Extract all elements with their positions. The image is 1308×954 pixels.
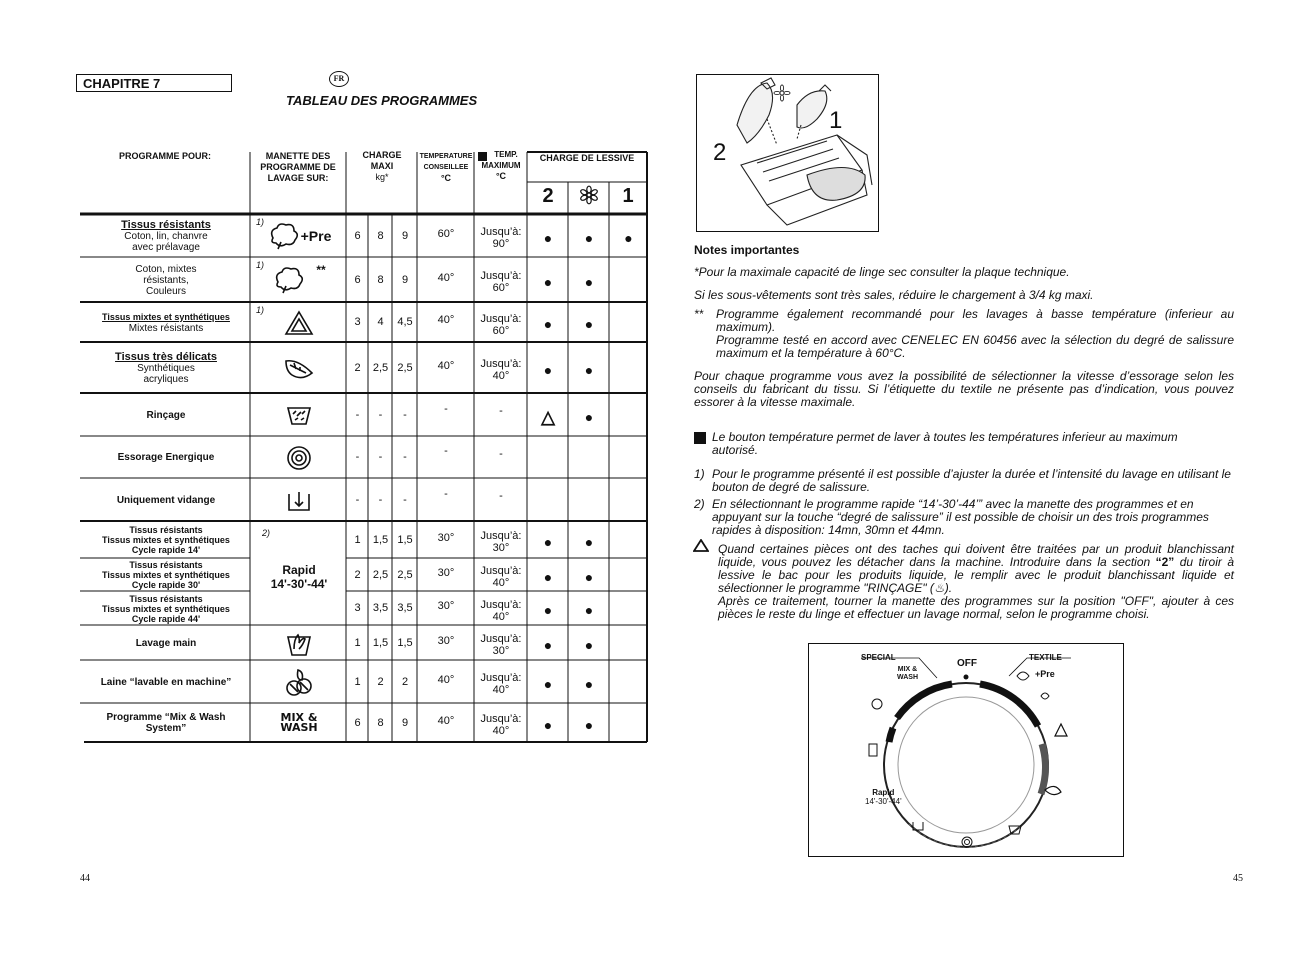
temp-maximum: Jusqu’à: 60° [480,270,522,294]
lessive-2: 2 [542,185,554,207]
header-manette: MANETTE DES PROGRAMME DE LAVAGE SUR: [260,151,336,183]
charge-value: 8 [377,230,384,242]
temp-conseillee: 30° [437,567,455,579]
drawer-label-1: 1 [829,107,843,134]
lessive-dot: ● [624,230,633,246]
dial-pre: +Pre [1035,669,1055,679]
temp-maximum: - [499,447,503,460]
dial-rapid: Rapid 14'-30'-44' [865,788,902,806]
temp-maximum: Jusqu’à: 40° [480,672,522,696]
rinse-small-icon: ♨ [933,581,945,595]
programme-cell: Programme “Mix & Wash System” [106,712,226,734]
cotton-icon: ** [252,258,346,302]
temp-conseillee: - [444,488,448,500]
lessive-dot: ● [543,230,553,246]
charge-value: - [403,494,407,506]
charge-value: 1,5 [372,637,389,649]
note-spin: Pour chaque programme vous avez la possibilité de sélectionner la vitesse d’essorage selon les conseils du fabricant du tissu. Si l’étiquette du textile ne présente pas d’indication, vous pouvez essorer à la vitesse maximale. [694,369,1234,409]
charge-value: 3,5 [372,602,389,614]
header-charge: CHARGE MAXI kg* [362,150,402,182]
drain-icon [252,479,346,521]
note-capacity: *Pour la maximale capacité de linge sec consulter la plaque technique. [694,265,1070,279]
lessive-dot: ● [543,717,553,733]
charge-value: 1 [354,534,361,546]
temp-maximum: Jusqu’à: 40° [480,713,522,737]
programme-cell: Tissus très délicats Synthétiques acryliques [115,350,217,385]
temp-maximum: Jusqu’à: 40° [480,598,522,623]
programme-cell: Essorage Energique [117,452,215,463]
header-temperature: TEMPERATURE CONSEILLEE °C [419,153,473,183]
charge-value: - [403,451,407,463]
temp-conseillee: 30° [437,635,455,647]
charge-value: - [378,409,383,421]
programme-dial-illustration [808,643,1124,857]
charge-value: 2,5 [397,569,413,581]
lessive-dot: ● [584,230,594,246]
temp-maximum: Jusqu’à: 30° [480,530,522,554]
dial-drawing [809,644,1123,856]
notes-title: Notes importantes [694,243,800,257]
dial-textile: TEXTILE [1029,653,1062,662]
dial-off: OFF [957,658,977,669]
charge-value: 1,5 [372,534,389,546]
lessive-dot: ● [543,676,553,692]
header-lessive: CHARGE DE LESSIVE [539,153,635,163]
charge-value: 2,5 [372,362,389,374]
temp-maximum: Jusqu’à: 90° [480,226,522,250]
charge-value: 8 [377,274,384,286]
charge-value: 2 [354,569,361,581]
programme-cell: Tissus mixtes et synthétiques Mixtes résistants [102,311,230,334]
charge-value: 2,5 [372,569,389,581]
lessive-dot: ● [543,602,553,618]
charge-value: - [355,409,360,421]
temp-conseillee: 30° [437,532,455,544]
temp-conseillee: 40° [437,715,455,727]
lessive-dot: ● [584,602,594,618]
temp-maximum: Jusqu’à: 30° [480,633,522,657]
charge-value: 1,5 [397,637,413,649]
charge-value: 2 [354,362,361,374]
lessive-dot: ● [584,316,594,332]
lessive-dot: ● [584,717,594,733]
temp-maximum: - [499,405,503,417]
lessive-dot: ● [584,569,594,585]
warning-triangle-icon [693,539,709,557]
charge-value: 3,5 [397,602,413,614]
temp-conseillee: - [444,403,448,415]
charge-value: 6 [354,230,361,242]
lessive-dot: ● [543,637,553,653]
page-number-right: 45 [1233,873,1243,884]
temp-conseillee: 40° [437,314,455,326]
footnote-marker: 1) [256,260,265,270]
charge-value: 9 [401,230,409,242]
charge-value: 1 [354,676,361,688]
note-bleach: Quand certaines pièces ont des taches qui doivent être traitées par un produit blanchissant liquide, vous pouvez les détacher dans la machine. Introduire dans la section “2” du tiroir à lessive le bac pour les produits liquide, le remplir avec le produit blanchissant liquide et sélectionner le programme "RINÇAGE" (♨). Après ce traitement, tourner la manette des programmes sur la position "OFF", ajouter à ces pièces le reste du linge et effectuer un lavage normal, selon le programme choisi. [718,542,1235,621]
note-duration: Pour le programme présenté il est possible d’ajuster la durée et l’intensité du lavage en utilisant le bouton de degré de salissure. [712,467,1231,494]
note-1-marker: 1) [694,467,705,481]
temp-button-square-icon [694,432,706,444]
charge-value: - [403,409,407,421]
charge-value: 1,5 [397,534,413,546]
lessive-dot: ● [584,409,594,425]
footnote-2-marker: 2) [262,528,271,538]
lessive-dot: ● [584,362,594,378]
programme-cell: Rinçage [146,409,186,421]
charge-value: 2,5 [397,362,413,374]
footnote-marker: 1) [256,217,265,227]
temp-conseillee: 30° [437,600,455,612]
programme-cell: Tissus résistants Tissus mixtes et synthétiques Cycle rapide 44' [102,593,230,624]
charge-value: 3 [354,602,361,614]
charge-value: 4,5 [397,316,413,328]
temp-conseillee: 40° [437,674,455,686]
lessive-dot: ● [584,534,594,550]
programme-table [0,0,660,760]
cotton-pre-icon: +Pre [252,215,346,257]
note-low-temp: Programme également recommandé pour les lavages à basse température (inferieur au maximum). Programme testé en accord avec CENELEC EN 60456 avec la sélection du degré de salissure maximum et la température à 60°C. [716,307,1234,360]
lessive-1: 1 [622,185,634,207]
programme-cell: Tissus résistants Coton, lin, chanvre avec prélavage [121,218,211,253]
lessive-dot: ● [584,637,594,653]
charge-value: - [355,451,360,463]
header-programme: PROGRAMME POUR: [119,151,211,161]
note-2-marker: 2) [694,497,705,511]
charge-value: - [378,494,383,506]
flower-icon [569,185,609,210]
charge-value: 4 [377,316,384,328]
lessive-dot: ● [543,534,553,550]
programme-cell: Uniquement vidange [116,494,216,506]
lessive-triangle: △ [541,407,555,427]
charge-value: 6 [354,274,361,286]
spin-icon [252,437,346,478]
lessive-dot: ● [543,362,553,378]
lessive-dot: ● [543,569,553,585]
programme-cell: Lavage main [135,637,197,649]
footnote-marker: 1) [256,305,265,315]
chapter-label: CHAPITRE 7 [76,74,232,92]
mixwash-icon: MIX & WASH [280,711,318,734]
temp-maximum: Jusqu’à: 40° [480,358,522,382]
charge-value: - [355,494,360,506]
header-temp-max: TEMP. MAXIMUM °C [481,150,521,181]
lessive-dot: ● [543,274,553,290]
temp-maximum: Jusqu’à: 40° [480,565,522,589]
temp-conseillee: - [444,445,448,457]
rinse-icon [252,394,346,436]
temp-conseillee: 40° [437,360,455,372]
temp-conseillee: 60° [437,228,455,240]
temp-conseillee: 40° [437,272,455,284]
temp-maximum: - [499,490,503,502]
charge-value: 2 [401,676,409,688]
synthetic-icon [252,303,346,342]
programme-cell: Tissus résistants Tissus mixtes et synthétiques Cycle rapide 30' [102,560,230,590]
wool-icon [252,661,346,703]
rapid-label: Rapid 14'-30'-44' [270,563,328,591]
page-number-left: 44 [80,873,90,884]
table-title: TABLEAU DES PROGRAMMES [286,93,478,108]
charge-value: 1 [354,637,361,649]
handwash-icon [252,626,346,660]
detergent-drawer-illustration [696,74,879,232]
drawer-label-2: 2 [713,139,727,166]
lessive-dot: ● [584,676,594,692]
lessive-dot: ● [584,274,594,290]
programme-cell: Coton, mixtes résistants, Couleurs [135,263,197,297]
programme-cell: Laine “lavable en machine” [100,676,232,688]
charge-value: 2 [377,676,384,688]
dial-mixwash: MIX & WASH [897,666,918,681]
note-underwear: Si les sous-vêtements sont très sales, réduire le chargement à 3/4 kg maxi. [694,288,1094,302]
language-badge: FR [329,71,349,87]
charge-value: - [378,451,383,463]
programme-cell: Tissus résistants Tissus mixtes et synthétiques Cycle rapide 14' [102,525,230,555]
note-rapid: En sélectionnant le programme rapide “14’-30’-44’” avec la manette des programmes et en appuyant sur la touche “degré de salissure” il est possible de choisir un des trois programmes rapides à disposition: 14mn, 30mn et 44mn. [712,497,1209,537]
charge-value: 9 [401,717,409,729]
note-double-star-marker: ** [694,307,704,321]
temp-maximum: Jusqu’à: 60° [480,312,522,337]
charge-value: 9 [401,274,409,286]
lessive-dot: ● [543,316,553,332]
charge-value: 8 [377,717,384,729]
note-temperature: Le bouton température permet de laver à toutes les températures inferieur au maximum autorisé. [712,430,1178,457]
delicate-icon [252,343,346,393]
charge-value: 6 [354,717,361,729]
dial-special: SPECIAL [861,653,896,662]
charge-value: 3 [354,316,361,328]
